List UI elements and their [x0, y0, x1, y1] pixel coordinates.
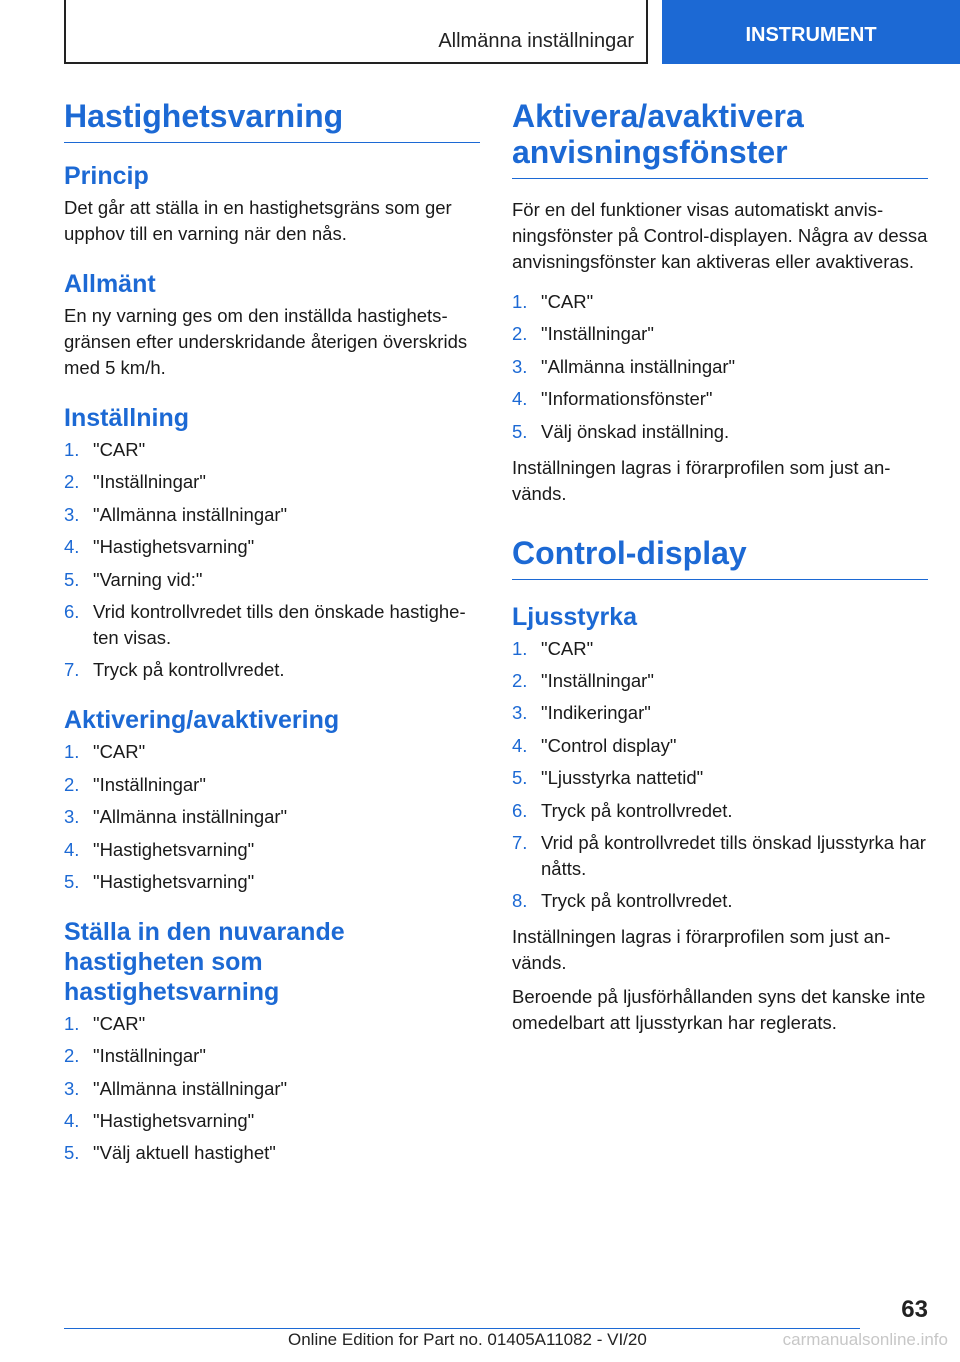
ljusstyrka-steps: [512, 636, 928, 915]
list-item: 3. "Allmänna inställningar": [512, 355, 736, 377]
title-control-display: Control-display: [512, 535, 928, 580]
anvisning-intro: För en del funktioner visas automatiskt anvisningsfönster på Control-displayen. Några av dessa anvisningsfönster kan aktiveras eller avaktiveras.: [512, 199, 928, 272]
list-item: 2. "Inställningar": [512, 323, 654, 345]
list-item: 3. "Allmänna inställningar": [64, 1077, 288, 1099]
list-item: 1. "CAR": [64, 439, 146, 460]
right-column: [512, 98, 928, 1044]
list-item: 1. "CAR": [64, 741, 146, 763]
heading-ljusstyrka: Ljusstyrka: [512, 602, 638, 631]
list-item: 2. "Inställningar": [64, 1045, 206, 1067]
left-column: [64, 98, 480, 1176]
list-item: 3. "Allmänna inställningar": [64, 806, 288, 828]
installning-steps: [64, 437, 480, 683]
princip-text: Det går att ställa in en hastighetsgräns som ger upphov till en varning när den nås.: [64, 197, 452, 244]
list-item: 3. "Indikeringar": [512, 702, 651, 724]
list-item: 5. "Ljusstyrka nattetid": [512, 767, 704, 789]
allmant-text: En ny varning ges om den inställda hastighetsgränsen efter underskridande återigen överskrids med 5 km/h.: [64, 305, 468, 378]
list-item: 7. Vrid på kontrollvredet tills önskad ljusstyrka har nåtts.: [512, 831, 926, 879]
list-item: 4. "Hastighetsvarning": [64, 536, 255, 558]
heading-stalla-in: Ställa in den nuvarande hastigheten som hastighetsvarning: [64, 917, 345, 1006]
header-frame: [64, 0, 648, 64]
list-item: 8. Tryck på kontrollvredet.: [512, 890, 733, 912]
list-item: 1. "CAR": [512, 291, 594, 312]
list-item: 5. "Välj aktuell hastighet": [64, 1142, 276, 1164]
footer-divider: [64, 1328, 860, 1329]
list-item: 1. "CAR": [512, 637, 594, 659]
stalla-steps: [64, 1011, 480, 1167]
heading-aktivering: Aktivering/avaktivering: [64, 706, 340, 735]
list-item: 5. Välj önskad inställning.: [512, 420, 730, 442]
list-item: 5. "Hastighetsvarning": [64, 870, 255, 892]
list-item: 7. Tryck på kontrollvredet.: [64, 659, 285, 681]
heading-allmant: Allmänt: [64, 270, 156, 298]
list-item: 4. "Informationsfönster": [512, 388, 713, 410]
page-number: 63: [901, 1296, 928, 1323]
chapter-tab[interactable]: INSTRUMENT: [662, 0, 960, 64]
anvisning-note: Inställningen lagras i förarprofilen som just används.: [512, 456, 891, 504]
heading-installning: Inställning: [64, 404, 189, 432]
title-anvisningsfonster: Aktivera/avaktivera anvisningsfönster: [512, 98, 928, 179]
list-item: 2. "Inställningar": [64, 471, 206, 493]
aktivering-steps: [64, 739, 480, 895]
heading-princip: Princip: [64, 162, 149, 190]
list-item: 6. Vrid kontrollvredet tills den önskade hastigheten visas.: [64, 600, 466, 648]
section-title: Allmänna inställningar: [438, 30, 634, 52]
list-item: 2. "Inställningar": [64, 773, 206, 795]
list-item: 1. "CAR": [64, 1012, 146, 1034]
list-item: 3. "Allmänna inställningar": [64, 503, 288, 525]
footer-edition: Online Edition for Part no. 01405A11082 - VI/20: [288, 1330, 647, 1349]
list-item: 6. Tryck på kontrollvredet.: [512, 799, 733, 821]
ljusstyrka-note-1: Inställningen lagras i förarprofilen som just används.: [512, 926, 891, 974]
list-item: 4. "Hastighetsvarning": [64, 838, 255, 860]
anvisning-steps: [512, 289, 928, 445]
list-item: 2. "Inställningar": [512, 669, 654, 691]
list-item: 4. "Control display": [512, 734, 677, 756]
ljusstyrka-note-2: Beroende på ljusförhållanden syns det kanske inte omedelbart att ljusstyrkan har reglerats.: [512, 986, 926, 1034]
list-item: 4. "Hastighetsvarning": [64, 1110, 255, 1132]
watermark: carmanualsonline.info: [782, 1330, 948, 1349]
title-hastighetsvarning: Hastighetsvarning: [64, 98, 480, 143]
list-item: 5. "Varning vid:": [64, 568, 203, 590]
